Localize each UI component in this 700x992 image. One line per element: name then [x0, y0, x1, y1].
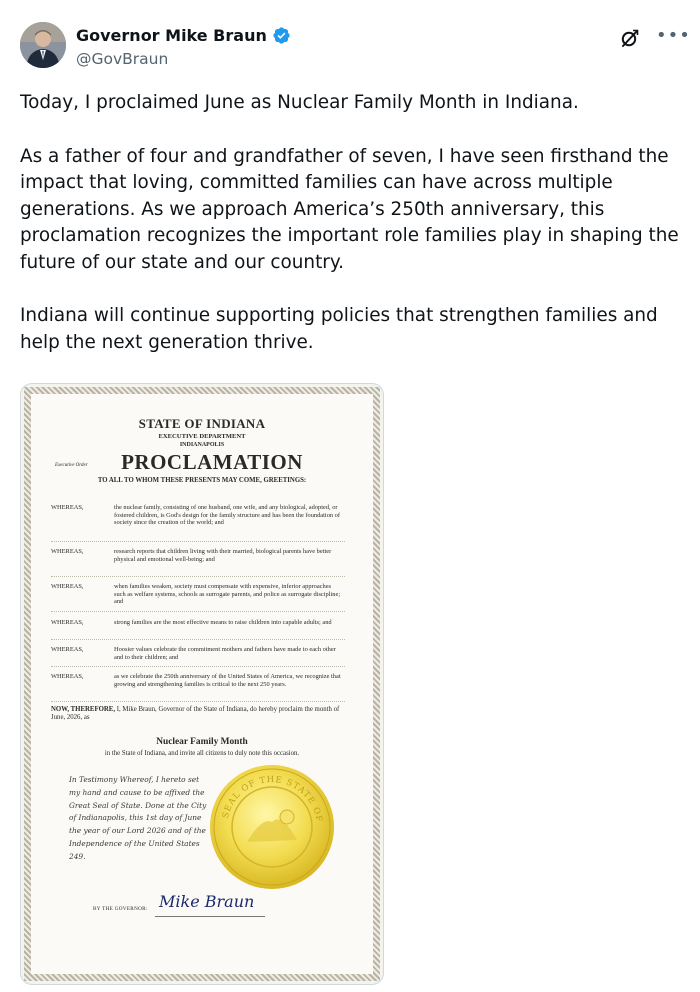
proclamation-document	[21, 384, 383, 984]
by-the-governor-label: BY THE GOVERNOR:	[93, 906, 148, 912]
whereas-text: as we celebrate the 250th anniversary of the United States of America, we recognize that growing and strengthening families is critical to the next 250 years.	[114, 673, 341, 688]
proclamation-title: PROCLAMATION	[121, 450, 303, 474]
proclamation-greeting: TO ALL TO WHOM THESE PRESENTS MAY COME, GREETINGS:	[97, 477, 307, 484]
whereas-text: strong families are the most effective means to raise children into capable adults; and	[114, 619, 332, 626]
whereas-label: WHEREAS,	[51, 504, 84, 511]
tweet-paragraph: Today, I proclaimed June as Nuclear Family Month in Indiana.	[20, 92, 579, 113]
whereas-text: when families weaken, society must compensate with expensive, inferior approaches such as welfare systems, schools as surrogate parents, and police as surrogate discipline; and	[114, 583, 341, 606]
handle[interactable]: @GovBraun	[76, 50, 169, 68]
verified-badge-icon[interactable]	[272, 26, 291, 45]
tweet-paragraph: Indiana will continue supporting policies that strengthen families and help the next generation thrive.	[20, 305, 658, 353]
more-icon[interactable]: •••	[656, 25, 691, 46]
whereas-text: the nuclear family, consisting of one husband, one wife, and any biological, adopted, or fostered children, is God's design for the family structure and has been the foundation of society since the creation of the world; and	[114, 504, 341, 527]
seal-text: SEAL OF THE STATE OF	[220, 774, 324, 824]
divider	[51, 611, 345, 612]
whereas-label: WHEREAS,	[51, 673, 84, 680]
executive-order-label: Executive Order	[55, 463, 88, 468]
whereas-label: WHEREAS,	[51, 619, 84, 626]
designation: Nuclear Family Month	[156, 737, 248, 747]
divider	[51, 541, 345, 542]
whereas-label: WHEREAS,	[51, 583, 84, 590]
whereas-text: Hoosier values celebrate the commitment mothers and fathers have made to each other and to their children; and	[114, 646, 336, 661]
proclamation-department: EXECUTIVE DEPARTMENT	[158, 433, 246, 440]
divider	[51, 576, 345, 577]
divider	[51, 666, 345, 667]
governor-signature: Mike Braun	[159, 892, 255, 911]
invitation-text: in the State of Indiana, and invite all citizens to duly note this occasion.	[104, 750, 300, 757]
signature-line	[155, 916, 265, 917]
divider	[51, 701, 345, 702]
tweet-paragraph: As a father of four and grandfather of seven, I have seen firsthand the impact that loving, committed families can have across multiple generations. As we approach America’s 250th anniversary, this proclamation recognizes the important role families play in shaping the future of our state and our country.	[20, 145, 679, 273]
tweet-text	[20, 90, 680, 383]
avatar[interactable]	[20, 22, 66, 68]
divider	[51, 639, 345, 640]
display-name[interactable]: Governor Mike Braun	[76, 26, 267, 45]
proclamation-city: INDIANAPOLIS	[179, 442, 225, 448]
grok-icon[interactable]	[618, 26, 642, 50]
whereas-label: WHEREAS,	[51, 646, 84, 653]
whereas-label: WHEREAS,	[51, 548, 84, 555]
now-therefore-label: NOW, THEREFORE,	[51, 706, 116, 713]
proclamation-state: STATE OF INDIANA	[138, 416, 266, 431]
gold-seal-icon	[207, 762, 337, 892]
tweet-header	[20, 22, 691, 74]
testimony-text: In Testimony Whereof, I hereto set my hand and cause to be affixed the Great Seal of State. Done at the City of Indianapolis, this 1st day of June the year of our Lord 2026 and of the Independence of the United States 249.	[69, 775, 207, 861]
tweet-image[interactable]	[20, 383, 384, 985]
whereas-text: research reports that children living with their married, biological parents have better physical and emotional well-being; and	[114, 548, 332, 563]
now-therefore-text: I, Mike Braun, Governor of the State of Indiana, do hereby proclaim the month of June, 2026, as	[51, 706, 340, 721]
now-therefore-clause	[51, 706, 346, 722]
